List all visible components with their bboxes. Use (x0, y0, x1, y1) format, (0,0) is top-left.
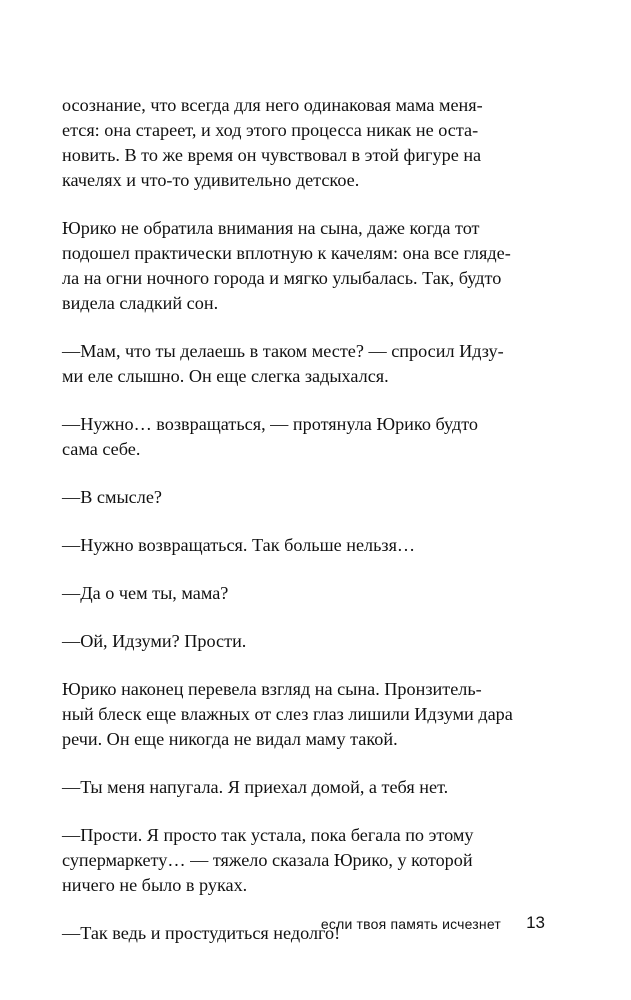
paragraph (62, 823, 582, 898)
paragraph (62, 412, 582, 462)
text-line: —В смысле? (62, 487, 162, 507)
paragraph (62, 629, 582, 654)
paragraph (62, 533, 582, 558)
text-line: ничего не было в руках. (62, 875, 248, 895)
text-line: ный блеск еще влажных от слез глаз лишили Идзуми дара (62, 704, 513, 724)
text-line: —Да о чем ты, мама? (62, 583, 229, 603)
text-line: —Мам, что ты делаешь в таком месте? — спросил Идзу- (62, 341, 504, 361)
text-line: —Нужно… возвращаться, — протянула Юрико будто (62, 414, 479, 434)
page-number: 13 (526, 913, 545, 932)
text-line: Юрико наконец перевела взгляд на сына. Пронзитель- (62, 679, 482, 699)
paragraph (62, 581, 582, 606)
paragraph (62, 339, 582, 389)
paragraph (62, 677, 582, 752)
text-line: Юрико не обратила внимания на сына, даже когда тот (62, 218, 480, 238)
text-line: —Нужно возвращаться. Так больше нельзя… (62, 535, 416, 555)
running-title: если твоя память исчезнет (320, 916, 501, 932)
text-line: —Ты меня напугала. Я приехал домой, а тебя нет. (62, 777, 449, 797)
page-footer (300, 913, 545, 941)
paragraph (62, 775, 582, 800)
paragraph (62, 93, 582, 193)
text-line: ется: она стареет, и ход этого процесса никак не оста- (62, 120, 479, 140)
paragraph (62, 216, 582, 316)
text-line: осознание, что всегда для него одинаковая мама меня- (62, 95, 483, 115)
text-line: —Так ведь и простудиться недолго! (62, 923, 341, 943)
paragraph (62, 485, 582, 510)
text-line: речи. Он еще никогда не видал маму такой. (62, 729, 398, 749)
text-line: новить. В то же время он чувствовал в этой фигуре на (62, 145, 482, 165)
page-body-text (62, 93, 582, 969)
text-line: ла на огни ночного города и мягко улыбалась. Так, будто (62, 268, 502, 288)
text-line: ми еле слышно. Он еще слегка задыхался. (62, 366, 389, 386)
text-line: —Прости. Я просто так устала, пока бегала по этому (62, 825, 474, 845)
text-line: —Ой, Идзуми? Прости. (62, 631, 247, 651)
text-line: супермаркету… — тяжело сказала Юрико, у которой (62, 850, 473, 870)
text-line: качелях и что-то удивительно детское. (62, 170, 360, 190)
text-line: подошел практически вплотную к качелям: она все гляде- (62, 243, 511, 263)
text-line: сама себе. (62, 439, 141, 459)
text-line: видела сладкий сон. (62, 293, 219, 313)
